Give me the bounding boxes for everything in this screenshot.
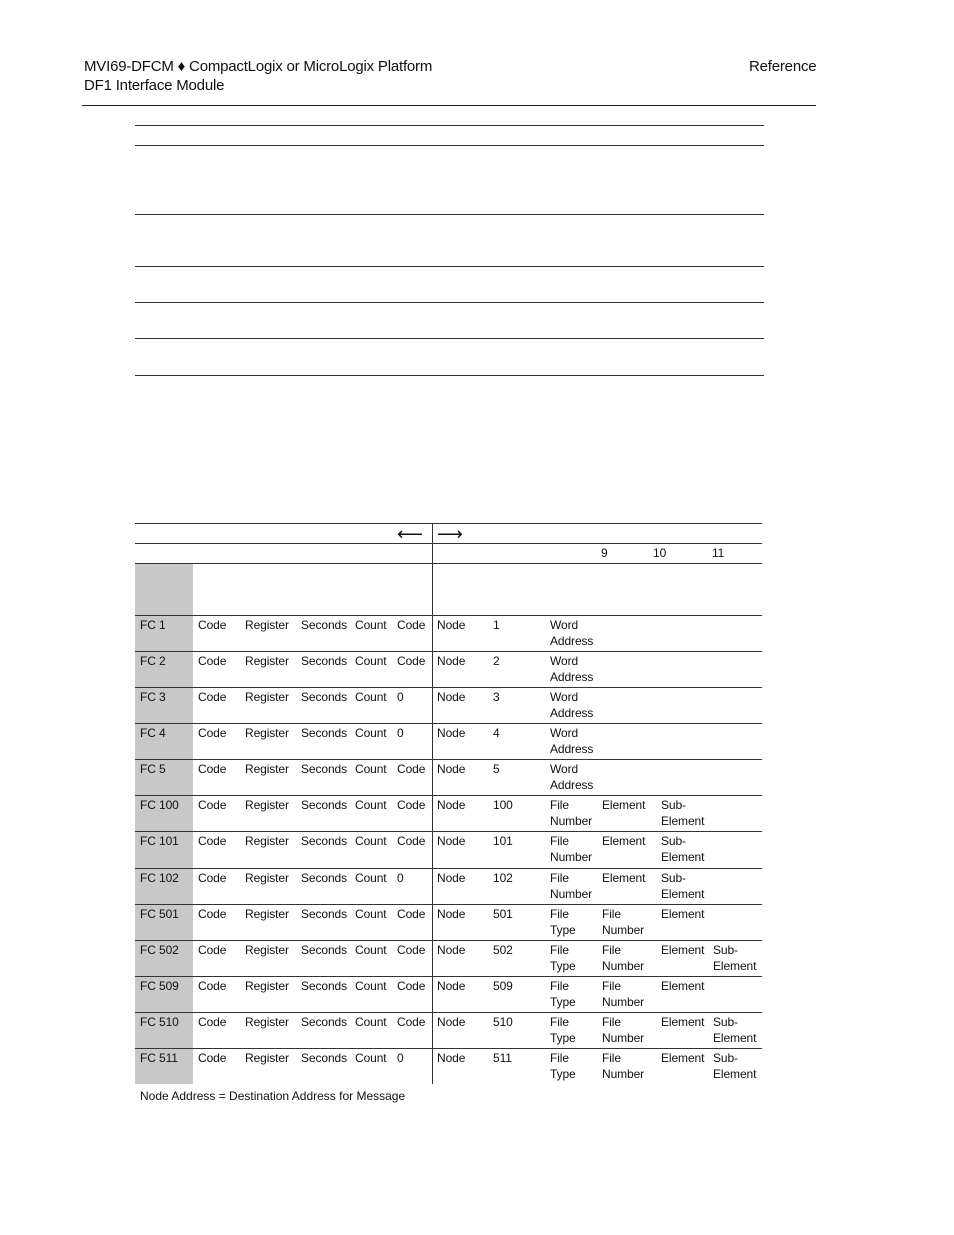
table-cell: Code <box>397 1015 426 1029</box>
table-cell: Element <box>602 798 646 812</box>
table-cell: Register <box>245 871 289 885</box>
table-cell: Register <box>245 798 289 812</box>
table-cell: File Number <box>602 907 645 937</box>
table-cell: Code <box>198 798 227 812</box>
table-cell: Register <box>245 618 289 632</box>
table-cell: Count <box>355 618 387 632</box>
table-cell: Element <box>602 871 646 885</box>
table-cell: Seconds <box>301 726 347 740</box>
table-cell: 3 <box>493 690 500 704</box>
function-code-cell: FC 101 <box>140 834 179 848</box>
table-cell: Register <box>245 1015 289 1029</box>
table-cell: File Number <box>550 871 593 901</box>
table-rule <box>135 759 762 760</box>
table-cell: 501 <box>493 907 513 921</box>
table-cell: Element <box>661 979 705 993</box>
table-rule <box>135 214 764 215</box>
header-divider <box>82 105 816 106</box>
table-cell: Code <box>198 690 227 704</box>
table-cell: Seconds <box>301 907 347 921</box>
function-code-cell: FC 5 <box>140 762 166 776</box>
function-code-cell: FC 509 <box>140 979 179 993</box>
table-cell: Code <box>397 834 426 848</box>
table-cell: Seconds <box>301 1051 347 1065</box>
table-cell: Count <box>355 943 387 957</box>
function-code-cell: FC 511 <box>140 1051 178 1065</box>
table-cell: Node <box>437 943 466 957</box>
table-cell: Code <box>397 762 426 776</box>
table-cell: Code <box>397 907 426 921</box>
fc-column-shade <box>135 564 193 1084</box>
table-cell: Seconds <box>301 979 347 993</box>
table-cell: 101 <box>493 834 513 848</box>
table-cell: 1 <box>493 618 500 632</box>
table-cell: Sub- Element <box>713 1015 757 1045</box>
table-cell: Node <box>437 871 466 885</box>
table-cell: Count <box>355 871 387 885</box>
table-cell: Register <box>245 690 289 704</box>
table-cell: Register <box>245 907 289 921</box>
table-cell: Code <box>397 798 426 812</box>
command-table <box>135 523 762 1084</box>
table-cell: Code <box>397 618 426 632</box>
table-rule <box>135 795 762 796</box>
table-cell: File Number <box>550 798 593 828</box>
function-code-cell: FC 501 <box>140 907 179 921</box>
table-rule <box>135 940 762 941</box>
function-code-cell: FC 100 <box>140 798 179 812</box>
table-cell: Node <box>437 618 466 632</box>
table-cell: File Type <box>550 943 576 973</box>
table-cell: Element <box>602 834 646 848</box>
table-rule <box>135 338 764 339</box>
table-rule <box>135 563 762 564</box>
table-cell: Word Address <box>550 690 594 720</box>
table-cell: Seconds <box>301 871 347 885</box>
table-cell: File Type <box>550 1051 576 1081</box>
table-cell: 0 <box>397 871 404 885</box>
arrow-left-icon: ⟵ <box>397 524 423 544</box>
table-cell: File Number <box>550 834 593 864</box>
table-cell: Code <box>397 979 426 993</box>
table-cell: 0 <box>397 690 404 704</box>
function-code-cell: FC 3 <box>140 690 166 704</box>
table-cell: Node <box>437 690 466 704</box>
table-rule <box>135 266 764 267</box>
table-cell: Node <box>437 907 466 921</box>
arrow-right-icon: ⟶ <box>437 524 463 544</box>
table-cell: Node <box>437 726 466 740</box>
function-code-cell: FC 502 <box>140 943 179 957</box>
table-cell: Count <box>355 798 387 812</box>
table-cell: 4 <box>493 726 500 740</box>
table-cell: Node <box>437 654 466 668</box>
table-cell: Node <box>437 834 466 848</box>
table-cell: Seconds <box>301 618 347 632</box>
table-cell: File Number <box>602 943 645 973</box>
table-cell: Register <box>245 654 289 668</box>
page-header-title <box>84 57 432 95</box>
table-cell: Register <box>245 943 289 957</box>
table-cell: Seconds <box>301 834 347 848</box>
table-cell: Word Address <box>550 618 594 648</box>
table-cell: Sub- Element <box>661 798 705 828</box>
function-code-cell: FC 1 <box>140 618 166 632</box>
table-cell: Element <box>661 1051 705 1065</box>
table-cell: Count <box>355 654 387 668</box>
table-cell: Count <box>355 834 387 848</box>
table-cell: Register <box>245 979 289 993</box>
table-cell: Seconds <box>301 762 347 776</box>
table-rule <box>135 145 764 146</box>
table-cell: Count <box>355 907 387 921</box>
table-cell: File Number <box>602 1015 645 1045</box>
table-footnote: Node Address = Destination Address for Message <box>140 1089 406 1103</box>
table-cell: Node <box>437 979 466 993</box>
header-title-line2: DF1 Interface Module <box>84 77 225 94</box>
table-divider <box>432 523 433 1084</box>
table-cell: Count <box>355 979 387 993</box>
table-cell: Count <box>355 1051 387 1065</box>
table-cell: Code <box>198 1051 227 1065</box>
table-cell: Element <box>661 907 705 921</box>
table-cell: File Type <box>550 1015 576 1045</box>
table-cell: 509 <box>493 979 513 993</box>
table-cell: Sub- Element <box>713 1051 757 1081</box>
table-cell: 100 <box>493 798 513 812</box>
table-cell: Count <box>355 1015 387 1029</box>
table-cell: Code <box>198 618 227 632</box>
table-cell: Seconds <box>301 690 347 704</box>
table-cell: Code <box>397 943 426 957</box>
word-offset-9: 9 <box>601 546 608 560</box>
table-rule <box>135 904 762 905</box>
table-cell: Seconds <box>301 1015 347 1029</box>
table-cell: Code <box>198 834 227 848</box>
table-cell: 0 <box>397 726 404 740</box>
table-rule <box>135 375 764 376</box>
word-offset-11: 11 <box>712 546 725 560</box>
table-cell: Seconds <box>301 654 347 668</box>
table-cell: Node <box>437 762 466 776</box>
table-cell: 2 <box>493 654 500 668</box>
table-cell: 5 <box>493 762 500 776</box>
table-cell: Code <box>198 907 227 921</box>
table-cell: Code <box>198 726 227 740</box>
table-cell: Register <box>245 1051 289 1065</box>
header-title-line1: MVI69-DFCM ♦ CompactLogix or MicroLogix Platform <box>84 58 433 75</box>
table-rule <box>135 1012 762 1013</box>
table-rule <box>135 651 762 652</box>
table-rule <box>135 1048 762 1049</box>
table-cell: Code <box>198 943 227 957</box>
table-cell: 510 <box>493 1015 513 1029</box>
table-rule <box>135 868 762 869</box>
table-rule <box>135 615 762 616</box>
table-cell: 511 <box>493 1051 512 1065</box>
table-cell: Code <box>397 654 426 668</box>
table-cell: Word Address <box>550 654 594 684</box>
function-code-cell: FC 4 <box>140 726 166 740</box>
word-offset-10: 10 <box>653 546 667 560</box>
table-cell: Seconds <box>301 943 347 957</box>
function-code-cell: FC 102 <box>140 871 179 885</box>
table-cell: 102 <box>493 871 513 885</box>
table-cell: 0 <box>397 1051 404 1065</box>
table-rule <box>135 687 762 688</box>
table-cell: Seconds <box>301 798 347 812</box>
table-cell: Word Address <box>550 726 594 756</box>
table-cell: Node <box>437 798 466 812</box>
table-cell: Count <box>355 762 387 776</box>
table-cell: Count <box>355 726 387 740</box>
table-cell: Register <box>245 762 289 776</box>
table-cell: Element <box>661 943 705 957</box>
table-rule <box>135 831 762 832</box>
table-cell: Code <box>198 1015 227 1029</box>
table-cell: Register <box>245 834 289 848</box>
function-code-cell: FC 2 <box>140 654 166 668</box>
table-cell: Count <box>355 690 387 704</box>
table-cell: Register <box>245 726 289 740</box>
table-rule <box>135 125 764 126</box>
table-rule <box>135 976 762 977</box>
table-rule <box>135 723 762 724</box>
table-cell: Node <box>437 1015 466 1029</box>
table-cell: Sub- Element <box>661 871 705 901</box>
function-code-cell: FC 510 <box>140 1015 179 1029</box>
table-cell: Word Address <box>550 762 594 792</box>
table-cell: Sub- Element <box>661 834 705 864</box>
table-cell: File Number <box>602 1051 645 1081</box>
table-cell: File Number <box>602 979 645 1009</box>
table-cell: Node <box>437 1051 466 1065</box>
table-cell: File Type <box>550 979 576 1009</box>
table-cell: File Type <box>550 907 576 937</box>
table-cell: Code <box>198 979 227 993</box>
table-cell: Element <box>661 1015 705 1029</box>
table-rule <box>135 302 764 303</box>
header-section-label: Reference <box>749 58 817 75</box>
table-cell: 502 <box>493 943 513 957</box>
table-cell: Sub- Element <box>713 943 757 973</box>
table-cell: Code <box>198 654 227 668</box>
table-cell: Code <box>198 871 227 885</box>
table-cell: Code <box>198 762 227 776</box>
